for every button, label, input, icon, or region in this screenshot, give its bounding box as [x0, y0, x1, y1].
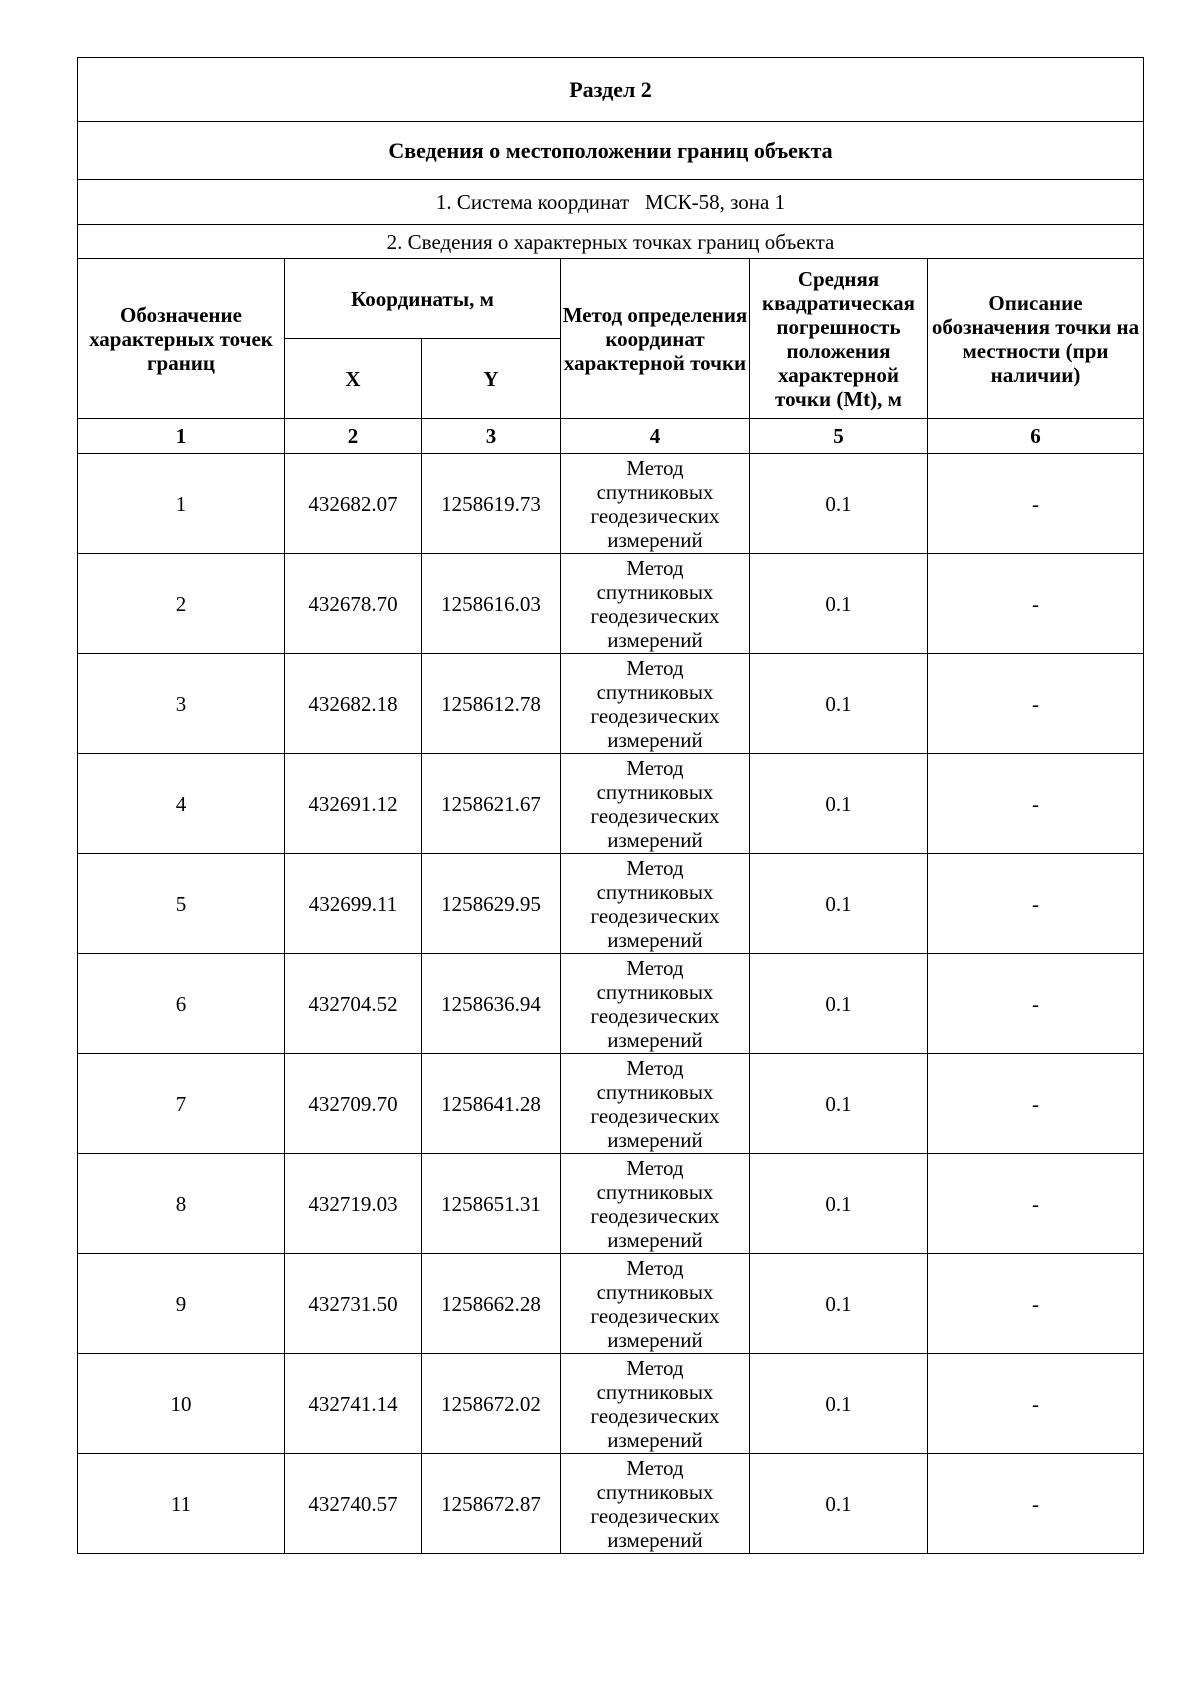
table-row — [78, 554, 1144, 654]
method-cell: Метод спутниковых геодезических измерений — [561, 854, 750, 954]
description-cell: - — [928, 654, 1144, 754]
header-error: Средняя квадратическая погрешность положения характерной точки (Mt), м — [750, 259, 928, 419]
description-cell: - — [928, 1354, 1144, 1454]
description-cell: - — [928, 854, 1144, 954]
point-id-cell: 1 — [78, 454, 285, 554]
point-id-cell: 6 — [78, 954, 285, 1054]
error-cell: 0.1 — [750, 1254, 928, 1354]
method-cell: Метод спутниковых геодезических измерений — [561, 1354, 750, 1454]
x-coordinate-cell: 432731.50 — [285, 1254, 422, 1354]
table-row — [78, 854, 1144, 954]
method-cell: Метод спутниковых геодезических измерений — [561, 954, 750, 1054]
y-coordinate-cell: 1258629.95 — [422, 854, 561, 954]
point-id-cell: 3 — [78, 654, 285, 754]
error-cell: 0.1 — [750, 654, 928, 754]
point-id-cell: 2 — [78, 554, 285, 654]
x-coordinate-cell: 432699.11 — [285, 854, 422, 954]
point-id-cell: 5 — [78, 854, 285, 954]
point-id-cell: 9 — [78, 1254, 285, 1354]
header-description: Описание обозначения точки на местности (при наличии) — [928, 259, 1144, 419]
description-cell: - — [928, 454, 1144, 554]
description-cell: - — [928, 1054, 1144, 1154]
table-row — [78, 1154, 1144, 1254]
x-coordinate-cell: 432704.52 — [285, 954, 422, 1054]
method-cell: Метод спутниковых геодезических измерений — [561, 454, 750, 554]
point-id-cell: 10 — [78, 1354, 285, 1454]
method-cell: Метод спутниковых геодезических измерений — [561, 654, 750, 754]
point-id-cell: 8 — [78, 1154, 285, 1254]
header-x: X — [285, 339, 422, 419]
column-numbers-row — [78, 419, 1144, 454]
x-coordinate-cell: 432682.18 — [285, 654, 422, 754]
table-row — [78, 1354, 1144, 1454]
y-coordinate-cell: 1258636.94 — [422, 954, 561, 1054]
y-coordinate-cell: 1258651.31 — [422, 1154, 561, 1254]
column-number: 6 — [928, 419, 1144, 454]
description-cell: - — [928, 554, 1144, 654]
x-coordinate-cell: 432740.57 — [285, 1454, 422, 1554]
error-cell: 0.1 — [750, 1154, 928, 1254]
method-cell: Метод спутниковых геодезических измерений — [561, 754, 750, 854]
point-id-cell: 11 — [78, 1454, 285, 1554]
description-cell: - — [928, 954, 1144, 1054]
table-row — [78, 654, 1144, 754]
header-designation: Обозначение характерных точек границ — [78, 259, 285, 419]
column-number: 3 — [422, 419, 561, 454]
method-cell: Метод спутниковых геодезических измерений — [561, 1154, 750, 1254]
points-heading: 2. Сведения о характерных точках границ объекта — [78, 225, 1144, 259]
column-number: 2 — [285, 419, 422, 454]
table-row — [78, 954, 1144, 1054]
header-coordinates: Координаты, м — [285, 259, 561, 339]
column-number: 4 — [561, 419, 750, 454]
y-coordinate-cell: 1258616.03 — [422, 554, 561, 654]
y-coordinate-cell: 1258621.67 — [422, 754, 561, 854]
error-cell: 0.1 — [750, 954, 928, 1054]
error-cell: 0.1 — [750, 554, 928, 654]
boundary-points-table — [77, 57, 1144, 1554]
description-cell: - — [928, 754, 1144, 854]
x-coordinate-cell: 432719.03 — [285, 1154, 422, 1254]
description-cell: - — [928, 1154, 1144, 1254]
x-coordinate-cell: 432741.14 — [285, 1354, 422, 1454]
method-cell: Метод спутниковых геодезических измерений — [561, 1054, 750, 1154]
description-cell: - — [928, 1254, 1144, 1354]
y-coordinate-cell: 1258641.28 — [422, 1054, 561, 1154]
table-row — [78, 1454, 1144, 1554]
point-id-cell: 4 — [78, 754, 285, 854]
x-coordinate-cell: 432709.70 — [285, 1054, 422, 1154]
error-cell: 0.1 — [750, 1454, 928, 1554]
table-row — [78, 1254, 1144, 1354]
header-y: Y — [422, 339, 561, 419]
x-coordinate-cell: 432678.70 — [285, 554, 422, 654]
table-row — [78, 454, 1144, 554]
error-cell: 0.1 — [750, 854, 928, 954]
y-coordinate-cell: 1258672.02 — [422, 1354, 561, 1454]
y-coordinate-cell: 1258619.73 — [422, 454, 561, 554]
y-coordinate-cell: 1258612.78 — [422, 654, 561, 754]
error-cell: 0.1 — [750, 1054, 928, 1154]
column-number: 1 — [78, 419, 285, 454]
error-cell: 0.1 — [750, 754, 928, 854]
column-number: 5 — [750, 419, 928, 454]
error-cell: 0.1 — [750, 1354, 928, 1454]
y-coordinate-cell: 1258662.28 — [422, 1254, 561, 1354]
y-coordinate-cell: 1258672.87 — [422, 1454, 561, 1554]
method-cell: Метод спутниковых геодезических измерений — [561, 1254, 750, 1354]
x-coordinate-cell: 432682.07 — [285, 454, 422, 554]
table-row — [78, 1054, 1144, 1154]
error-cell: 0.1 — [750, 454, 928, 554]
description-cell: - — [928, 1454, 1144, 1554]
table-row — [78, 754, 1144, 854]
method-cell: Метод спутниковых геодезических измерений — [561, 554, 750, 654]
section-subtitle: Сведения о местоположении границ объекта — [78, 122, 1144, 180]
point-id-cell: 7 — [78, 1054, 285, 1154]
coordinate-system: 1. Система координат МСК-58, зона 1 — [78, 180, 1144, 225]
section-title: Раздел 2 — [78, 58, 1144, 122]
method-cell: Метод спутниковых геодезических измерений — [561, 1454, 750, 1554]
header-method: Метод определения координат характерной точки — [561, 259, 750, 419]
x-coordinate-cell: 432691.12 — [285, 754, 422, 854]
